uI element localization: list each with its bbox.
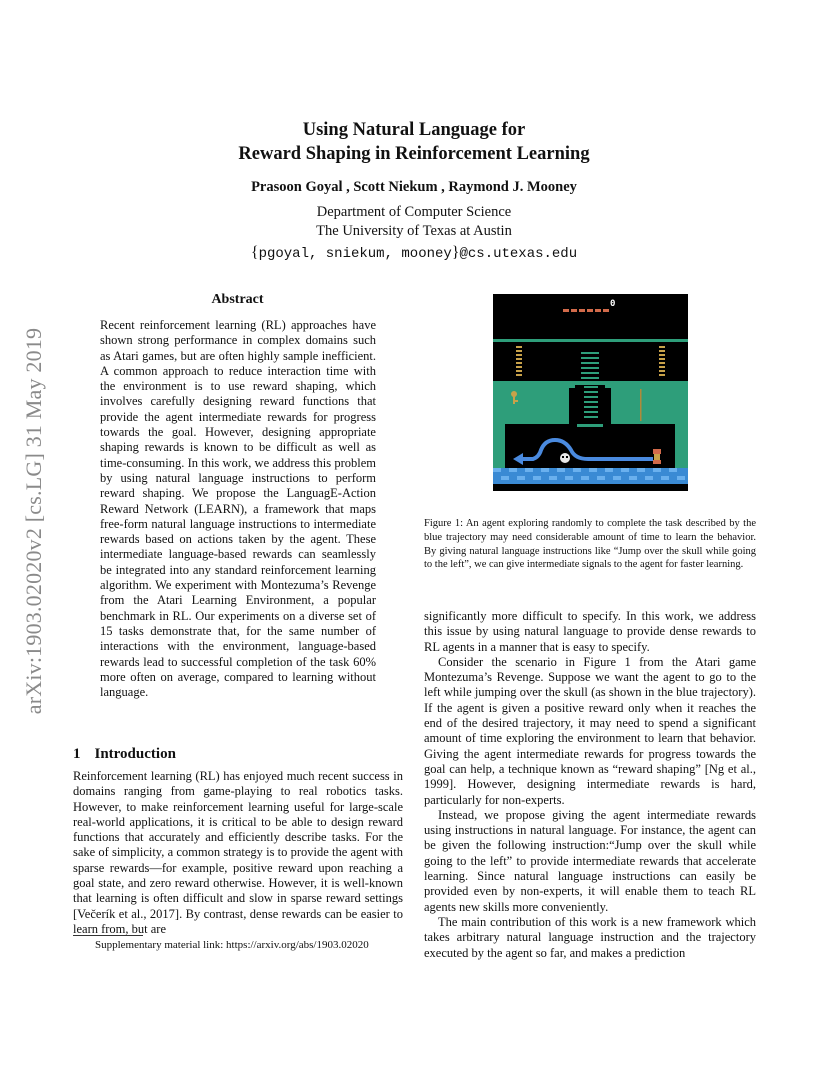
title-line-2: Reward Shaping in Reinforcement Learning [238, 144, 590, 164]
rope-icon [640, 389, 642, 421]
title-line-1: Using Natural Language for [302, 120, 526, 140]
affiliation-line-2: The University of Texas at Austin [316, 223, 512, 239]
email-names: pgoyal, sniekum, mooney [258, 246, 452, 262]
game-screen-image [493, 294, 688, 491]
paper-title [0, 118, 828, 166]
right-paragraph-4: The main contribution of this work is a new framework which takes arbitrary natural language instruction and the trajectory executed by the agent so far, and makes a prediction [424, 914, 756, 960]
figure-1-game-screenshot [493, 294, 688, 491]
checkered-floor [493, 468, 688, 484]
introduction-body [73, 769, 403, 937]
right-column-body [424, 609, 756, 961]
author-list: Prasoon Goyal , Scott Niekum , Raymond J. Mooney [251, 179, 577, 195]
abstract-heading: Abstract [211, 292, 264, 307]
arxiv-identifier: arXiv:1903.02020v2 [cs.LG] 31 May 2019 [21, 327, 46, 715]
right-paragraph-3: Instead, we propose giving the agent intermediate rewards using instructions in natural language. For instance, the agent can be given the following instruction:“Jump over the skull while going to the left” to provide intermediate rewards that accelerate learning. Since natural language instructions can easily be provided even by non-experts, it will enable them to teach RL agents new skills more conveniently. [424, 807, 756, 914]
intro-paragraph-1: Reinforcement learning (RL) has enjoyed much recent success in domains ranging from game-playing to real robotics tasks. However, to make reinforcement learning useful for large-scale real-world applications, it is critical to be able to design reward functions that accurately and efficiently describe tasks. For the sake of simplicity, a common strategy is to provide the agent with sparse rewards—for example, positive reward upon reaching a goal state, and zero reward otherwise. However, it is well-known that learning is often difficult and slow in sparse reward settings [Večerík et al., 2017]. By contrast, dense rewards can be easier to learn from, but are [73, 769, 403, 936]
arxiv-sidebar [22, 281, 46, 761]
section-title: Introduction [94, 746, 176, 762]
author-emails [0, 244, 828, 262]
affiliation-line-1: Department of Computer Science [316, 204, 512, 220]
footnote: Supplementary material link: https://arxiv.org/abs/1903.02020 [95, 939, 369, 951]
player-icon [653, 449, 661, 464]
section-number: 1 [73, 746, 81, 762]
email-open-brace: { [250, 244, 259, 261]
email-close-brace: } [451, 244, 460, 261]
email-domain: @cs.utexas.edu [459, 246, 578, 262]
score-display: 0 [610, 299, 616, 309]
footnote-rule [73, 935, 143, 936]
affiliation [0, 203, 828, 241]
figure-1-caption: Figure 1: An agent exploring randomly to complete the task described by the blue trajectory may need considerable amount of time to learn the behavior. By giving natural language instructions like “Jump over the skull while going to the left”, we can give intermediate signals to the agent for faster learning. [424, 518, 756, 571]
right-paragraph-2: Consider the scenario in Figure 1 from the Atari game Montezuma’s Revenge. Suppose we want the agent to go to the left while jumping over the skull (as shown in the blue trajectory). If the agent is given a positive reward only when it reaches the end of the desired trajectory, it may need to spend a significant amount of time exploring the environment to learn that behavior. Giving the agent intermediate rewards for progress towards the goal can help, a technique known as “reward shaping” [Ng et al., 1999]. However, designing intermediate rewards is hard, particularly for non-experts. [424, 654, 756, 807]
section-heading-introduction [73, 746, 176, 763]
abstract-text: Recent reinforcement learning (RL) approaches have shown strong performance in complex domains such as Atari games, but are often highly sample inefficient. A common approach to reduce interaction time with the environment is to use reward shaping, which involves carefully designing reward functions that provide the agent intermediate rewards for progress towards the goal. However, designing appropriate shaping rewards is known to be difficult as well as time-consuming. In this work, we address this problem by using natural language instructions to perform reward shaping. We propose the LanguagE-Action Reward Network (LEARN), a framework that maps free-form natural language instructions to intermediate rewards based on actions taken by the agent. These intermediate language-based rewards can seamlessly be integrated into any standard reinforcement learning algorithm. We experiment with Montezuma’s Revenge from the Atari Learning Environment, a popular benchmark in RL. Our experiments on a diverse set of 15 tasks demonstrate that, for the same number of interactions with the environment, language-based rewards lead to successful completion of the task 60% more often on average, compared to learning without language. [100, 318, 376, 700]
skull-icon [560, 453, 570, 463]
right-paragraph-1: significantly more difficult to specify. In this work, we address this issue by using natural language to provide dense rewards to RL agents in a manner that is easy to specify. [424, 609, 756, 654]
